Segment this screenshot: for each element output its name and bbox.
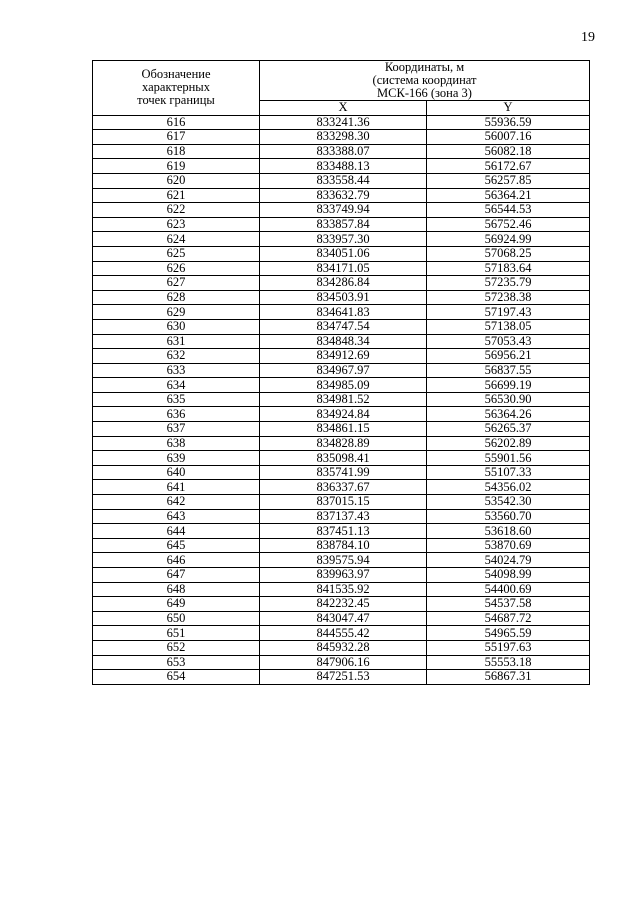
y-coordinate-cell: 54356.02 [427,480,590,495]
table-row [93,568,590,583]
table-row [93,363,590,378]
table-row [93,626,590,641]
table-row [93,670,590,685]
x-coordinate-cell: 834641.83 [260,305,427,320]
x-coordinate-cell: 834967.97 [260,363,427,378]
point-id-cell: 626 [93,261,260,276]
y-coordinate-cell: 54537.58 [427,597,590,612]
header-point-line-2: характерных [142,80,210,95]
table-row [93,334,590,349]
y-coordinate-cell: 53618.60 [427,524,590,539]
y-coordinate-cell: 57238.38 [427,290,590,305]
point-id-cell: 646 [93,553,260,568]
x-coordinate-cell: 833558.44 [260,173,427,188]
y-coordinate-cell: 56752.46 [427,217,590,232]
x-coordinate-cell: 834912.69 [260,349,427,364]
page-number: 19 [581,30,595,45]
y-coordinate-cell: 56530.90 [427,392,590,407]
y-coordinate-cell: 56082.18 [427,144,590,159]
y-coordinate-cell: 56364.21 [427,188,590,203]
table-row [93,407,590,422]
x-coordinate-cell: 834924.84 [260,407,427,422]
table-row [93,655,590,670]
point-id-cell: 642 [93,495,260,510]
x-coordinate-cell: 844555.42 [260,626,427,641]
header-coords-line-2: (система координат [372,73,477,87]
header-row-top [93,61,590,101]
table-row [93,305,590,320]
point-id-cell: 620 [93,173,260,188]
point-id-cell: 624 [93,232,260,247]
point-id-cell: 649 [93,597,260,612]
x-coordinate-cell: 834828.89 [260,436,427,451]
point-id-cell: 640 [93,465,260,480]
table-row [93,509,590,524]
x-coordinate-cell: 833241.36 [260,115,427,130]
x-coordinate-cell: 847251.53 [260,670,427,685]
x-coordinate-cell: 834503.91 [260,290,427,305]
y-coordinate-cell: 54965.59 [427,626,590,641]
point-id-cell: 643 [93,509,260,524]
y-coordinate-cell: 57053.43 [427,334,590,349]
table-row [93,115,590,130]
point-id-cell: 644 [93,524,260,539]
point-id-cell: 630 [93,319,260,334]
x-coordinate-cell: 834286.84 [260,276,427,291]
table-row [93,378,590,393]
y-coordinate-cell: 56544.53 [427,203,590,218]
header-point-designation [93,61,260,116]
x-coordinate-cell: 835741.99 [260,465,427,480]
x-coordinate-cell: 834051.06 [260,246,427,261]
x-coordinate-cell: 833632.79 [260,188,427,203]
table-row [93,319,590,334]
table-row [93,422,590,437]
point-id-cell: 629 [93,305,260,320]
y-coordinate-cell: 55107.33 [427,465,590,480]
point-id-cell: 635 [93,392,260,407]
point-id-cell: 636 [93,407,260,422]
y-coordinate-cell: 56867.31 [427,670,590,685]
y-coordinate-cell: 56257.85 [427,173,590,188]
x-coordinate-cell: 835098.41 [260,451,427,466]
point-id-cell: 634 [93,378,260,393]
x-coordinate-cell: 834747.54 [260,319,427,334]
point-id-cell: 625 [93,246,260,261]
x-coordinate-cell: 833488.13 [260,159,427,174]
point-id-cell: 653 [93,655,260,670]
x-coordinate-cell: 833749.94 [260,203,427,218]
table-body [93,115,590,684]
table-row [93,392,590,407]
point-id-cell: 641 [93,480,260,495]
table-row [93,276,590,291]
x-coordinate-cell: 836337.67 [260,480,427,495]
point-id-cell: 654 [93,670,260,685]
coordinates-table [92,60,590,685]
point-id-cell: 622 [93,203,260,218]
table-row [93,553,590,568]
table-row [93,203,590,218]
table-row [93,582,590,597]
x-coordinate-cell: 837015.15 [260,495,427,510]
table-row [93,144,590,159]
point-id-cell: 637 [93,422,260,437]
table-row [93,188,590,203]
x-coordinate-cell: 839575.94 [260,553,427,568]
table-row [93,465,590,480]
point-id-cell: 621 [93,188,260,203]
point-id-cell: 645 [93,538,260,553]
x-coordinate-cell: 833957.30 [260,232,427,247]
point-id-cell: 628 [93,290,260,305]
x-coordinate-cell: 843047.47 [260,611,427,626]
y-coordinate-cell: 54024.79 [427,553,590,568]
y-coordinate-cell: 55197.63 [427,640,590,655]
x-coordinate-cell: 839963.97 [260,568,427,583]
point-id-cell: 616 [93,115,260,130]
y-coordinate-cell: 56007.16 [427,130,590,145]
point-id-cell: 619 [93,159,260,174]
table-row [93,524,590,539]
table-row [93,246,590,261]
point-id-cell: 648 [93,582,260,597]
point-id-cell: 650 [93,611,260,626]
x-coordinate-cell: 845932.28 [260,640,427,655]
y-coordinate-cell: 55901.56 [427,451,590,466]
point-id-cell: 633 [93,363,260,378]
y-coordinate-cell: 57068.25 [427,246,590,261]
table-row [93,451,590,466]
x-coordinate-cell: 833857.84 [260,217,427,232]
table-row [93,495,590,510]
x-coordinate-cell: 834171.05 [260,261,427,276]
point-id-cell: 632 [93,349,260,364]
y-coordinate-cell: 54687.72 [427,611,590,626]
y-coordinate-cell: 56956.21 [427,349,590,364]
x-coordinate-cell: 833388.07 [260,144,427,159]
y-coordinate-cell: 57235.79 [427,276,590,291]
y-coordinate-cell: 53870.69 [427,538,590,553]
point-id-cell: 647 [93,568,260,583]
point-id-cell: 623 [93,217,260,232]
x-coordinate-cell: 842232.45 [260,597,427,612]
x-coordinate-cell: 834981.52 [260,392,427,407]
header-point-line-3: точек границы [137,93,215,108]
y-coordinate-cell: 56924.99 [427,232,590,247]
y-coordinate-cell: 56364.26 [427,407,590,422]
y-coordinate-cell: 54098.99 [427,568,590,583]
header-y: Y [427,101,590,116]
header-coords-line-1: Координаты, м [384,60,465,74]
y-coordinate-cell: 56699.19 [427,378,590,393]
y-coordinate-cell: 57197.43 [427,305,590,320]
x-coordinate-cell: 847906.16 [260,655,427,670]
header-point-line-1: Обозначение [141,67,211,82]
point-id-cell: 639 [93,451,260,466]
table-row [93,290,590,305]
point-id-cell: 631 [93,334,260,349]
table-row [93,611,590,626]
y-coordinate-cell: 56265.37 [427,422,590,437]
point-id-cell: 627 [93,276,260,291]
table-row [93,597,590,612]
x-coordinate-cell: 837137.43 [260,509,427,524]
table-row [93,436,590,451]
y-coordinate-cell: 55936.59 [427,115,590,130]
y-coordinate-cell: 56837.55 [427,363,590,378]
x-coordinate-cell: 834848.34 [260,334,427,349]
x-coordinate-cell: 834985.09 [260,378,427,393]
y-coordinate-cell: 57138.05 [427,319,590,334]
y-coordinate-cell: 57183.64 [427,261,590,276]
point-id-cell: 618 [93,144,260,159]
table-row [93,261,590,276]
table-row [93,538,590,553]
x-coordinate-cell: 838784.10 [260,538,427,553]
table-row [93,217,590,232]
x-coordinate-cell: 837451.13 [260,524,427,539]
table-row [93,173,590,188]
table-row [93,130,590,145]
table-row [93,640,590,655]
header-coordinates [260,61,590,101]
table-row [93,232,590,247]
header-x: X [260,101,427,116]
table-header [93,61,590,116]
x-coordinate-cell: 833298.30 [260,130,427,145]
table-row [93,480,590,495]
y-coordinate-cell: 53542.30 [427,495,590,510]
y-coordinate-cell: 56202.89 [427,436,590,451]
header-coords-line-3: МСК-166 (зона 3) [377,86,472,100]
table-row [93,349,590,364]
x-coordinate-cell: 841535.92 [260,582,427,597]
table-row [93,159,590,174]
y-coordinate-cell: 54400.69 [427,582,590,597]
y-coordinate-cell: 56172.67 [427,159,590,174]
point-id-cell: 638 [93,436,260,451]
point-id-cell: 652 [93,640,260,655]
point-id-cell: 651 [93,626,260,641]
x-coordinate-cell: 834861.15 [260,422,427,437]
y-coordinate-cell: 53560.70 [427,509,590,524]
y-coordinate-cell: 55553.18 [427,655,590,670]
point-id-cell: 617 [93,130,260,145]
